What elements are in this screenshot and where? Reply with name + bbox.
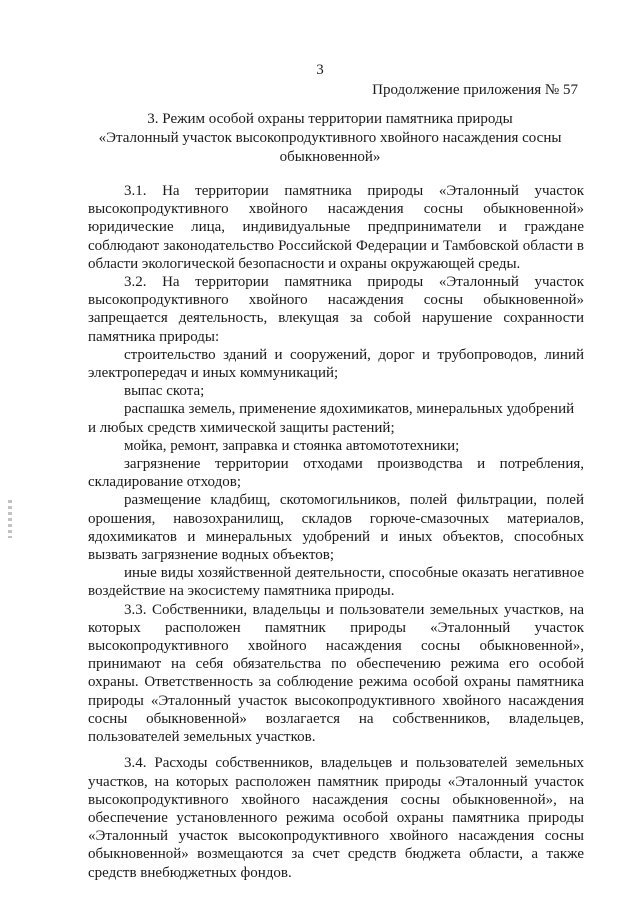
paragraph-3-4: 3.4. Расходы собственников, владельцев и пользователей земельных участков, на которых расположен памятник природы «Эталонный участок высокопродуктивного хвойного насаждения сосны обыкновенной», на обеспечение установленного режима особой охраны памятника природы «Эталонный участок высокопродуктивного хвойного насаждения сосны обыкновенной» возмещаются за счет средств бюджета области, а также средств внебюджетных фондов. xyxy=(88,755,584,881)
scan-margin-mark xyxy=(8,500,12,538)
section-title-line: «Эталонный участок высокопродуктивного хвойного насаждения сосны xyxy=(98,130,562,146)
section-title-line: обыкновенной» xyxy=(279,149,381,165)
paragraph-3-2: 3.2. На территории памятника природы «Эталонный участок высокопродуктивного хвойного насаждения сосны обыкновенной» запрещается деятельность, влекущая за собой нарушение сохранности памятника природы: xyxy=(88,274,584,345)
section-title xyxy=(80,110,580,167)
list-item-continuation: и любых средств химической защиты растений; xyxy=(88,419,395,436)
list-item: размещение кладбищ, скотомогильников, полей фильтрации, полей орошения, навозохранилищ, складов горюче-смазочных материалов, ядохимикатов и минеральных удобрений и иных объектов, способных вызвать загрязнение водных объектов; xyxy=(88,492,584,564)
paragraph-3-1: 3.1. На территории памятника природы «Эталонный участок высокопродуктивного хвойного насаждения сосны обыкновенной» юридические лица, индивидуальные предприниматели и граждане соблюдают законодательство Российской Федерации и Тамбовской области в области экологической безопасности и охраны окружающей среды. xyxy=(88,183,584,272)
list-item: загрязнение территории отходами производства и потребления, складирование отходов; xyxy=(88,456,584,491)
list-item: выпас скота; xyxy=(124,383,205,400)
list-item: распашка земель, применение ядохимикатов, минеральных удобрений xyxy=(124,401,575,418)
section-title-line: 3. Режим особой охраны территории памятника природы xyxy=(147,111,513,127)
appendix-note: Продолжение приложения № 57 xyxy=(372,82,578,98)
page-number: 3 xyxy=(316,62,324,78)
list-item: строительство зданий и сооружений, дорог и трубопроводов, линий электропередач и иных коммуникаций; xyxy=(88,346,584,382)
list-item: мойка, ремонт, заправка и стоянка автомототехники; xyxy=(124,437,460,454)
list-item: иные виды хозяйственной деятельности, способные оказать негативное воздействие на экосистему памятника природы. xyxy=(88,565,584,600)
paragraph-3-3: 3.3. Собственники, владельцы и пользователи земельных участков, на которых расположен памятник природы «Эталонный участок высокопродуктивного хвойного насаждения сосны обыкновенной», принимают на себя обязательства по обеспечению режима его особой охраны. Ответственность за соблюдение режима особой охраны памятника природы «Эталонный участок высокопродуктивного хвойного насаждения сосны обыкновенной» возлагается на собственников, владельцев, пользователей земельных участков. xyxy=(88,601,584,746)
document-body xyxy=(88,182,584,882)
